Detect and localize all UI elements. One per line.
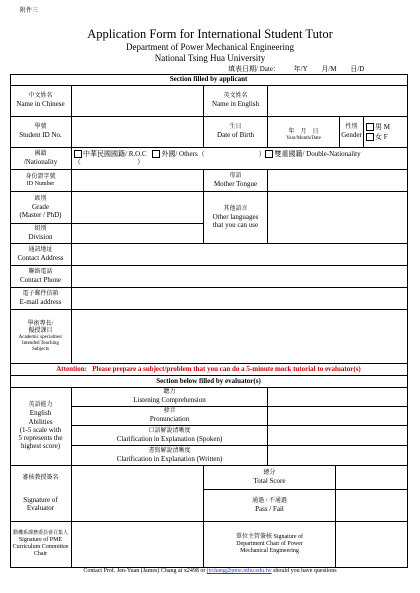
footer-text-before: Contact Prof. Jen-Yuan (James) Chang at x2498 or [83, 568, 207, 574]
attention-note [10, 364, 408, 376]
gender-female-option[interactable]: 女 F [366, 133, 390, 141]
grade-field[interactable] [72, 192, 204, 224]
attention-label: Attention: [56, 365, 87, 374]
other-checkbox[interactable] [152, 150, 160, 158]
roc-option: 中華民國國籍/ R.O.C [83, 150, 147, 158]
spoken-score-field[interactable] [268, 426, 408, 446]
roc-checkbox[interactable] [74, 150, 82, 158]
evaluator-signature-field[interactable] [72, 466, 204, 522]
attention-text: Please prepare a subject/problem that you can do a 5-minute mock tutorial to evaluator(s) [92, 365, 361, 374]
spoken-clarity-label: 口語解說清晰度 Clarification in Explanation (Spoken) [72, 426, 268, 446]
contact-footer [0, 568, 420, 574]
listening-label: 聽力 Listening Comprehension [72, 388, 268, 407]
footer-text-after: should you have questions [271, 568, 337, 574]
written-clarity-label: 書寫解說清晰度 Clarification in Explanation (Written) [72, 446, 268, 466]
english-ability-label: 英語能力 English Abilities (1-5 scale with 5 represents the highest score) [10, 388, 72, 466]
application-form-table [10, 74, 408, 568]
nationality-label: 國籍 /Nationality [10, 148, 72, 170]
division-label: 組別 Division [10, 224, 72, 244]
committee-chair-label: 動機系課務委員會召集人 Signature of PME Curriculum Committee Chair [10, 522, 72, 568]
attachment-label: 附件三 [20, 8, 39, 14]
email-field[interactable] [72, 288, 408, 310]
specialties-label: 學術專長/ 擬授課目 Academic specialties/ Intended Teaching Subjects [10, 310, 72, 364]
dob-fields: 年 月 日 [288, 128, 319, 135]
date-prefix: 填表日期/ Date： [228, 65, 280, 73]
division-field[interactable] [72, 224, 204, 244]
email-label: 電子郵件信箱 E-mail address [10, 288, 72, 310]
department-name: Department of Power Mechanical Engineering [126, 42, 294, 52]
name-english-field[interactable] [268, 86, 408, 117]
dob-field[interactable] [268, 117, 340, 148]
gender-male-option[interactable]: 男 M [366, 123, 390, 131]
other-option: 外國/ Others（ [161, 150, 205, 158]
other-languages-label: 其他語言 Other languages that you can use [204, 192, 268, 244]
total-score-field[interactable] [336, 466, 408, 490]
contact-email-link[interactable]: jychang@pme.nthu.edu.tw [206, 568, 272, 574]
listening-score-field[interactable] [268, 388, 408, 407]
gender-options [364, 117, 408, 148]
total-score-label: 總分 Total Score [204, 466, 336, 490]
name-chinese-label: 中文姓名 Name in Chinese [10, 86, 72, 117]
evaluator-signature-label: 審核教授簽名 Signature of Evaluator [10, 466, 72, 522]
other-option-close: ） [258, 150, 266, 158]
id-number-label: 身份證字號 ID Number [10, 170, 72, 192]
pass-fail-field[interactable] [336, 490, 408, 522]
mother-tongue-field[interactable] [268, 170, 408, 192]
evaluator-section-title: Section below filled by evaluator(s) [10, 376, 408, 388]
date-day: 日/D [350, 65, 365, 73]
dept-chair-label: 單位主管簽核 Signature of Department Chair of Power Mechanical Engineering [204, 522, 336, 568]
mother-tongue-label: 母語 Mother Tongue [204, 170, 268, 192]
contact-phone-label: 聯絡電話 Contact Phone [10, 266, 72, 288]
date-month: 月/M [321, 65, 337, 73]
male-checkbox[interactable] [366, 123, 374, 131]
double-checkbox[interactable] [265, 150, 273, 158]
nationality-other-blank[interactable]: （ ） [74, 158, 144, 167]
other-languages-field[interactable] [268, 192, 408, 244]
female-checkbox[interactable] [366, 133, 374, 141]
date-year: 年/Y [293, 65, 308, 73]
gender-label: 性別 Gender [340, 117, 364, 148]
name-english-label: 英文姓名 Name in English [204, 86, 268, 117]
double-option: 雙重國籍/ Double-Nationality [274, 150, 361, 158]
pass-fail-label: 通過 / 不通過 Pass / Fail [204, 490, 336, 522]
written-score-field[interactable] [268, 446, 408, 466]
contact-address-field[interactable] [72, 244, 408, 266]
university-name: National Tsing Hua University [154, 53, 266, 63]
pronunciation-score-field[interactable] [268, 407, 408, 426]
committee-chair-signature[interactable] [72, 522, 204, 568]
pronunciation-label: 發音 Pronunciation [72, 407, 268, 426]
fill-date [228, 64, 366, 74]
form-title: Application Form for International Student Tutor [87, 27, 333, 41]
dob-label: 生日 Date of Birth [204, 117, 268, 148]
contact-address-label: 通訊地址 Contact Address [10, 244, 72, 266]
student-id-label: 學號 Student ID No. [10, 117, 72, 148]
name-chinese-field[interactable] [72, 86, 204, 117]
student-id-field[interactable] [72, 117, 204, 148]
dept-chair-signature[interactable] [336, 522, 408, 568]
contact-phone-field[interactable] [72, 266, 408, 288]
specialties-field[interactable] [72, 310, 408, 364]
grade-label: 級別 Grade (Master / PhD) [10, 192, 72, 224]
id-number-field[interactable] [72, 170, 204, 192]
dob-format: Year/Month/Date [286, 135, 321, 141]
applicant-section-title: Section filled by applicant [10, 74, 408, 86]
nationality-options [72, 148, 408, 170]
